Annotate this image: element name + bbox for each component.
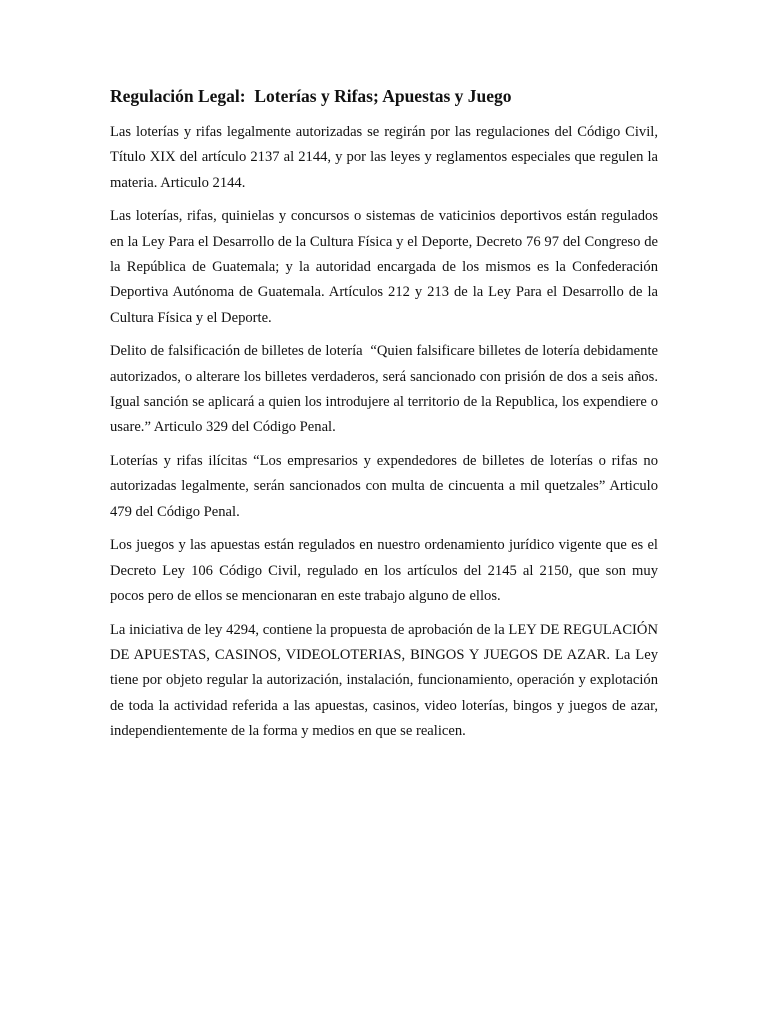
paragraph-loterias-ilicitas: Loterías y rifas ilícitas “Los empresarios y expendedores de billetes de loterías o rifas no autorizadas legalmente, serán sancionados con multa de cincuenta a mil quetzales” Articulo 479 del Código Penal. [110, 453, 662, 520]
document-title: Regulación Legal: Loterías y Rifas; Apuestas y Juego [110, 86, 512, 106]
paragraph-iniciativa-ley: La iniciativa de ley 4294, contiene la propuesta de aprobación de la LEY DE REGULACIÓN DE APUESTAS, CASINOS, VIDEOLOTERIAS, BINGOS Y JUEGOS DE AZAR. La Ley tiene por objeto regular la autorización, instalación, funcionamiento, operación y explotación de toda la actividad referida a las apuestas, casinos, video loterías, bingos y juegos de azar, independientemente de la forma y medios en que se realicen. [110, 621, 662, 740]
paragraph-loterias-codigo-civil: Las loterías y rifas legalmente autorizadas se regirán por las regulaciones del Código Civil, Título XIX del artículo 2137 al 2144, y por las leyes y reglamentos especiales que regulen la materia. Articulo 2144. [110, 124, 662, 191]
document-body [110, 84, 662, 753]
paragraph-ley-deporte: Las loterías, rifas, quinielas y concursos o sistemas de vaticinios deportivos están regulados en la Ley Para el Desarrollo de la Cultura Física y el Deporte, Decreto 76 97 del Congreso de la República de Guatemala; y la autoridad encargada de los mismos es la Confederación Deportiva Autónoma de Guatemala. Artículos 212 y 213 de la Ley Para el Desarrollo de la Cultura Física y el Deporte. [110, 208, 662, 326]
paragraph-juegos-apuestas: Los juegos y las apuestas están regulados en nuestro ordenamiento jurídico vigente que es el Decreto Ley 106 Código Civil, regulado en los artículos del 2145 al 2150, que son muy pocos pero de ellos se mencionaran en este trabajo alguno de ellos. [110, 537, 662, 605]
paragraph-falsificacion-billetes: Delito de falsificación de billetes de lotería “Quien falsificare billetes de lotería debidamente autorizados, o alterare los billetes verdaderos, será sancionado con prisión de dos a seis años. Igual sanción se aplicará a quien los introdujere al territorio de la Republica, los expendiere o usare.” Articulo 329 del Código Penal. [110, 343, 662, 436]
